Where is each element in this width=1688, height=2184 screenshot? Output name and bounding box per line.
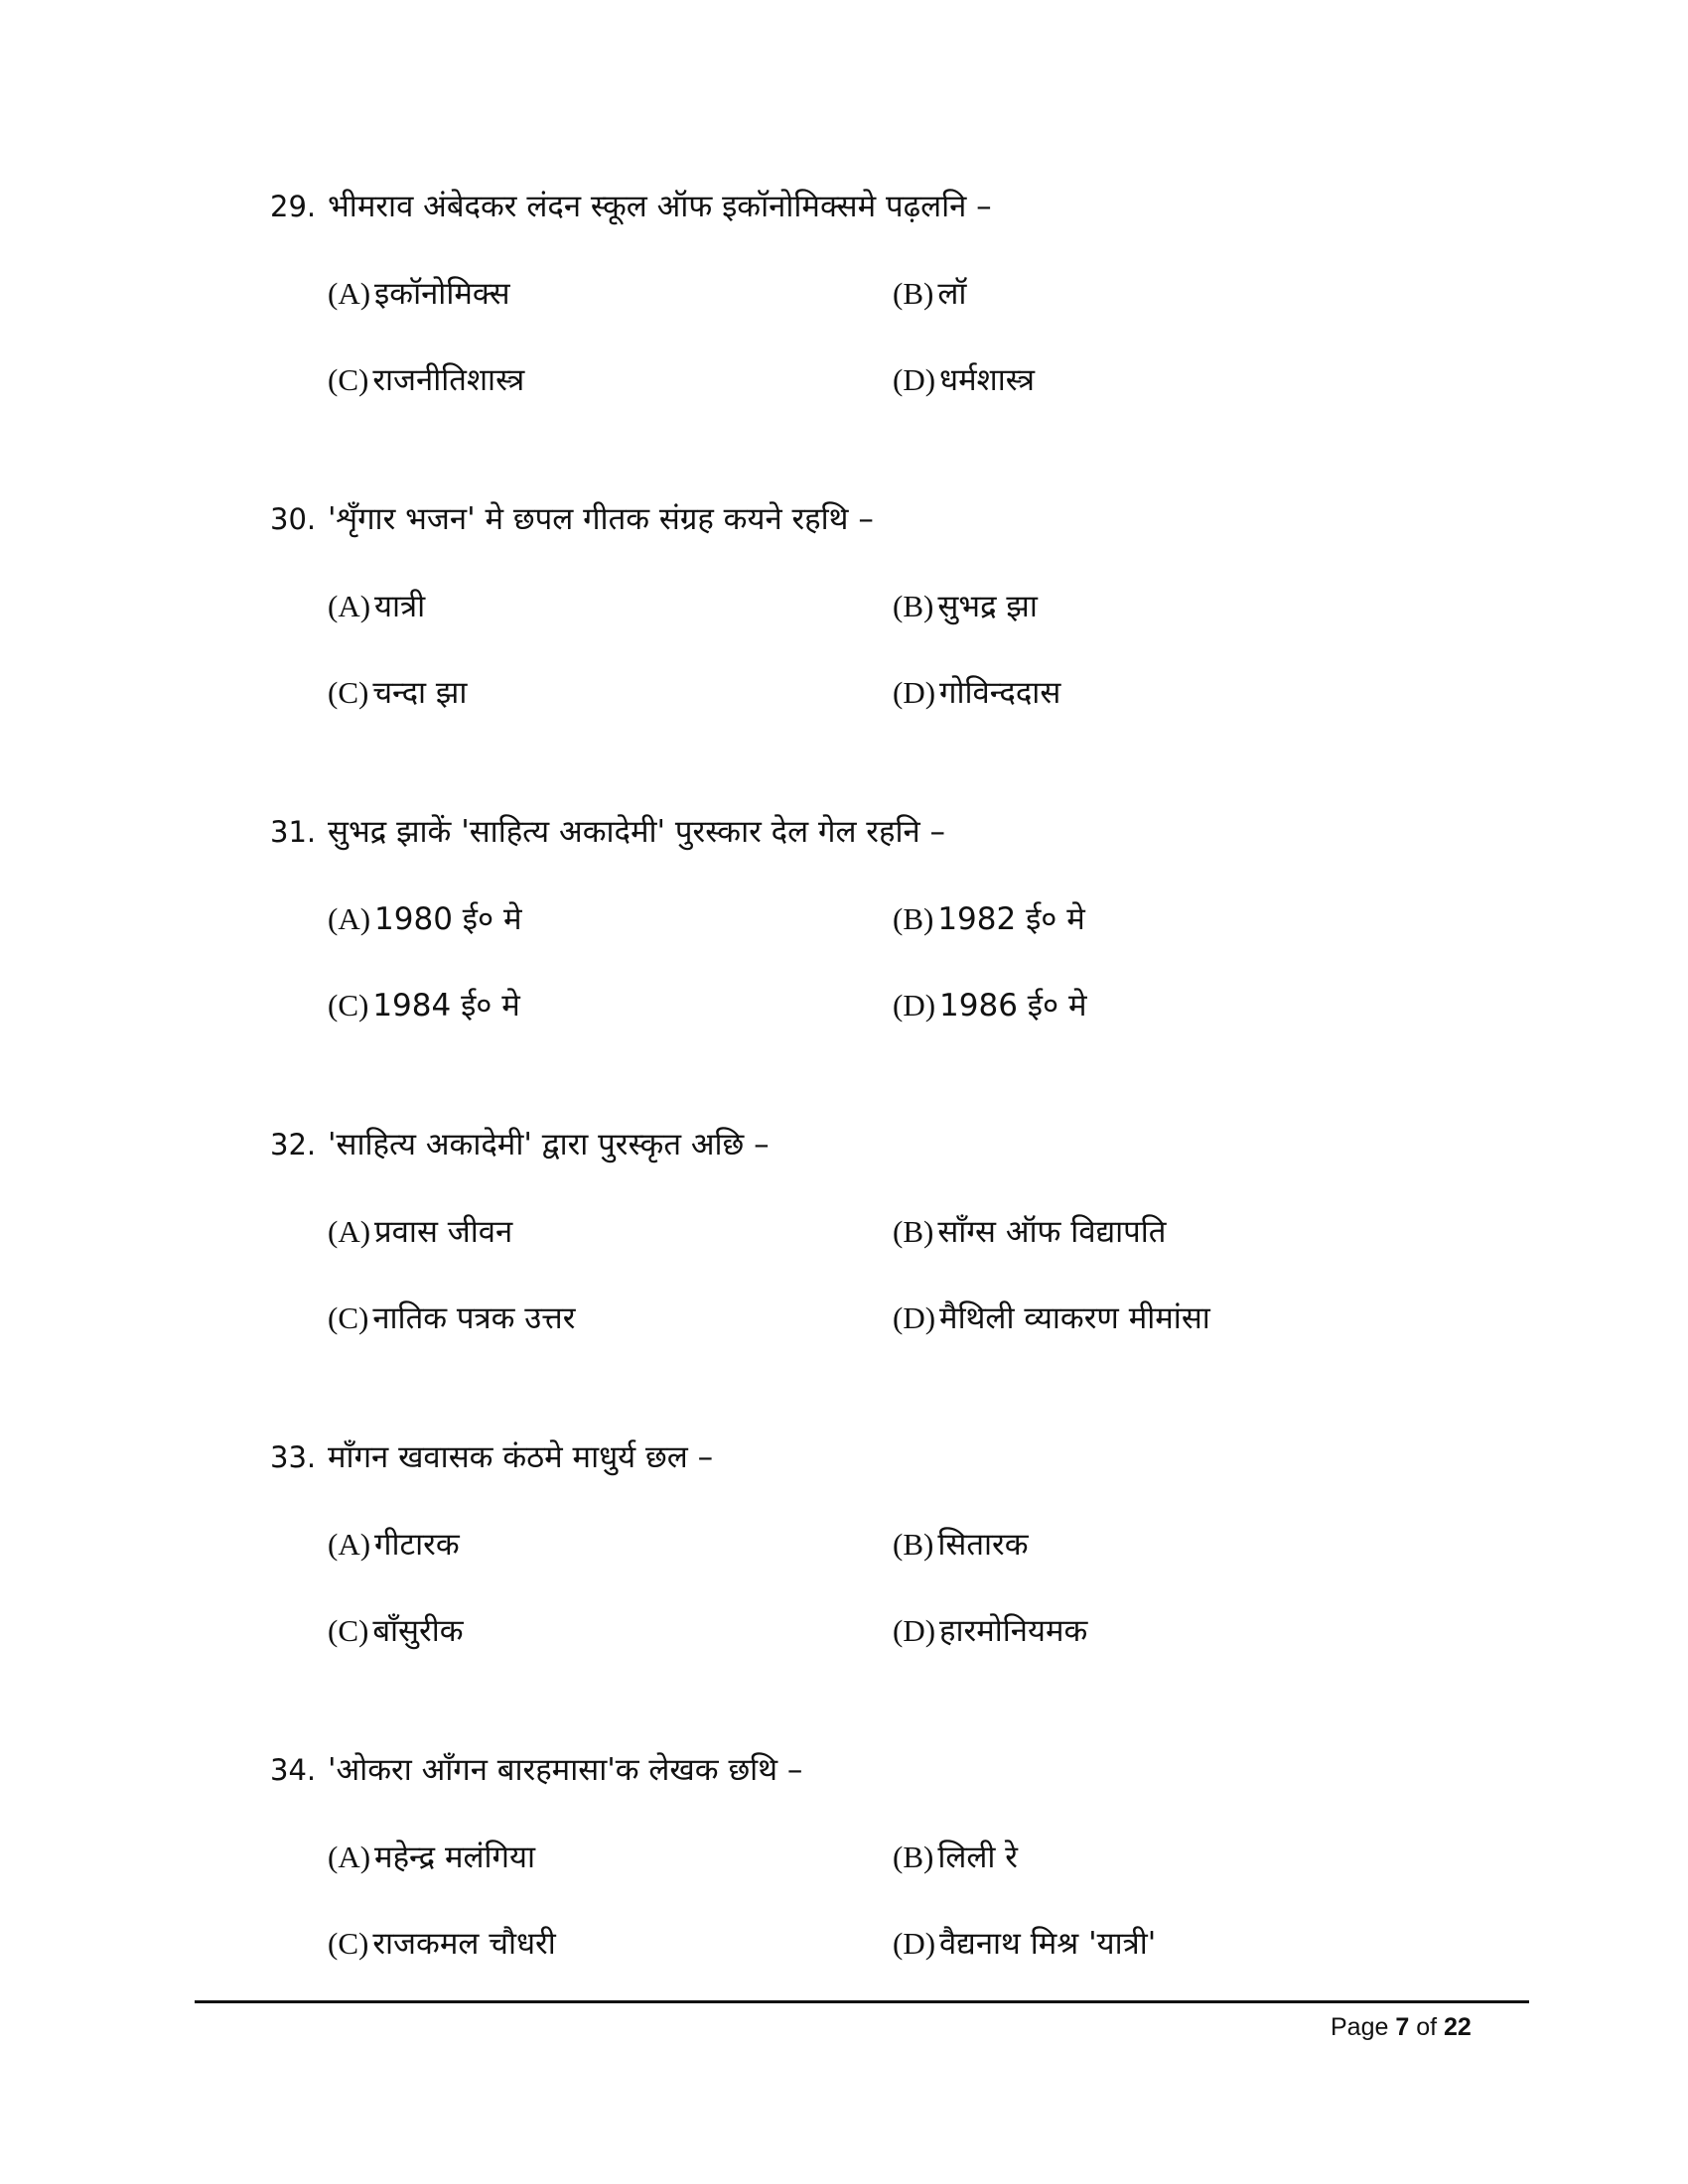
option-label: (C) (328, 362, 369, 397)
option-label: (C) (328, 1300, 369, 1335)
question-text: माँगन खवासक कंठमे माधुर्य छल – (328, 1439, 714, 1475)
question-stem (270, 185, 1521, 228)
option-row (270, 1523, 1521, 1567)
question-stem (270, 1748, 1521, 1792)
option-text: सॉंग्स ऑफ विद्यापति (937, 1214, 1167, 1250)
option-a (328, 1523, 460, 1567)
option-c (328, 1609, 464, 1653)
question-stem (270, 1435, 1521, 1479)
option-text: यात्री (374, 589, 426, 624)
page-sep: of (1416, 2013, 1438, 2041)
footer-divider (195, 2000, 1529, 2003)
option-row (270, 358, 1521, 402)
option-text: गोविन्ददास (939, 675, 1061, 711)
option-text: चन्दा झा (372, 675, 468, 711)
question-text: भीमराव अंबेदकर लंदन स्कूल ऑफ इकॉनोमिक्समे पढ़लनि – (328, 189, 992, 224)
option-a (328, 897, 522, 941)
page-current: 7 (1395, 2013, 1410, 2041)
option-label: (A) (328, 1214, 371, 1249)
option-c (328, 1922, 556, 1966)
page-total: 22 (1444, 2013, 1472, 2041)
question-stem (270, 497, 1521, 541)
question-31 (270, 810, 1521, 1027)
option-c (328, 984, 520, 1027)
option-row (270, 984, 1521, 1027)
option-row (270, 272, 1521, 316)
question-30 (270, 497, 1521, 715)
question-text: सुभद्र झाकें 'साहित्य अकादेमी' पुरस्कार देल गेल रहनि – (328, 814, 946, 850)
option-d (893, 1297, 1210, 1340)
option-text: 1984 ई० मे (372, 988, 520, 1024)
option-label: (B) (893, 1527, 934, 1562)
option-b (893, 585, 1038, 628)
question-number: 29. (270, 190, 317, 223)
option-label: (C) (328, 1926, 369, 1961)
page-prefix: Page (1331, 2013, 1389, 2041)
option-text: वैद्यनाथ मिश्र 'यात्री' (939, 1926, 1157, 1962)
question-34 (270, 1748, 1521, 1966)
option-c (328, 358, 524, 402)
option-text: 1980 ई० मे (374, 901, 522, 937)
option-label: (B) (893, 1214, 934, 1249)
option-label: (A) (328, 901, 371, 936)
option-text: गीटारक (374, 1527, 460, 1563)
option-text: सितारक (937, 1527, 1029, 1563)
option-label: (D) (893, 362, 936, 397)
option-label: (D) (893, 988, 936, 1023)
option-text: लॉ (937, 276, 967, 312)
option-label: (A) (328, 1840, 371, 1874)
option-row (270, 671, 1521, 715)
option-label: (A) (328, 1527, 371, 1562)
option-d (893, 1922, 1156, 1966)
option-text: राजकमल चौधरी (372, 1926, 556, 1962)
option-row (270, 1297, 1521, 1340)
option-b (893, 272, 966, 316)
question-29 (270, 185, 1521, 402)
option-row (270, 1836, 1521, 1879)
page-footer (1331, 2010, 1472, 2044)
question-text: 'शृँगार भजन' मे छपल गीतक संग्रह कयने रहथि – (328, 501, 874, 537)
option-label: (A) (328, 589, 371, 623)
option-label: (D) (893, 1300, 936, 1335)
option-a (328, 585, 425, 628)
option-d (893, 984, 1087, 1027)
option-text: 1986 ई० मे (939, 988, 1087, 1024)
question-number: 30. (270, 502, 317, 536)
option-row (270, 1210, 1521, 1254)
option-label: (B) (893, 276, 934, 311)
option-row (270, 585, 1521, 628)
option-b (893, 1210, 1166, 1254)
question-stem (270, 1123, 1521, 1166)
option-d (893, 671, 1060, 715)
question-32 (270, 1123, 1521, 1340)
option-label: (A) (328, 276, 371, 311)
option-b (893, 897, 1085, 941)
option-text: लिली रे (937, 1840, 1018, 1875)
option-c (328, 1297, 575, 1340)
option-a (328, 1210, 512, 1254)
option-text: प्रवास जीवन (374, 1214, 513, 1250)
option-label: (B) (893, 589, 934, 623)
option-row (270, 897, 1521, 941)
option-text: मैथिली व्याकरण मीमांसा (939, 1300, 1210, 1336)
option-text: बाँसुरीक (372, 1613, 464, 1649)
option-a (328, 272, 510, 316)
question-text: 'ओकरा आँगन बारहमासा'क लेखक छथि – (328, 1752, 803, 1788)
option-d (893, 1609, 1087, 1653)
question-number: 34. (270, 1753, 317, 1787)
option-text: सुभद्र झा (937, 589, 1038, 624)
question-33 (270, 1435, 1521, 1653)
option-row (270, 1609, 1521, 1653)
option-text: महेन्द्र मलंगिया (374, 1840, 535, 1875)
option-d (893, 358, 1035, 402)
option-label: (B) (893, 1840, 934, 1874)
option-a (328, 1836, 535, 1879)
option-label: (C) (328, 1613, 369, 1648)
option-b (893, 1523, 1029, 1567)
question-text: 'साहित्य अकादेमी' द्वारा पुरस्कृत अछि – (328, 1127, 770, 1162)
option-text: धर्मशास्त्र (939, 362, 1035, 398)
option-text: नातिक पत्रक उत्तर (372, 1300, 576, 1336)
option-row (270, 1922, 1521, 1966)
option-text: 1982 ई० मे (937, 901, 1085, 937)
option-text: राजनीतिशास्त्र (372, 362, 525, 398)
option-text: हारमोनियमक (939, 1613, 1088, 1649)
question-stem (270, 810, 1521, 854)
option-text: इकॉनोमिक्स (374, 276, 510, 312)
option-label: (D) (893, 1926, 936, 1961)
option-label: (D) (893, 675, 936, 710)
option-c (328, 671, 467, 715)
option-label: (D) (893, 1613, 936, 1648)
option-label: (C) (328, 675, 369, 710)
option-b (893, 1836, 1018, 1879)
option-label: (B) (893, 901, 934, 936)
option-label: (C) (328, 988, 369, 1023)
question-number: 33. (270, 1440, 317, 1474)
question-number: 31. (270, 815, 317, 849)
question-number: 32. (270, 1128, 317, 1161)
